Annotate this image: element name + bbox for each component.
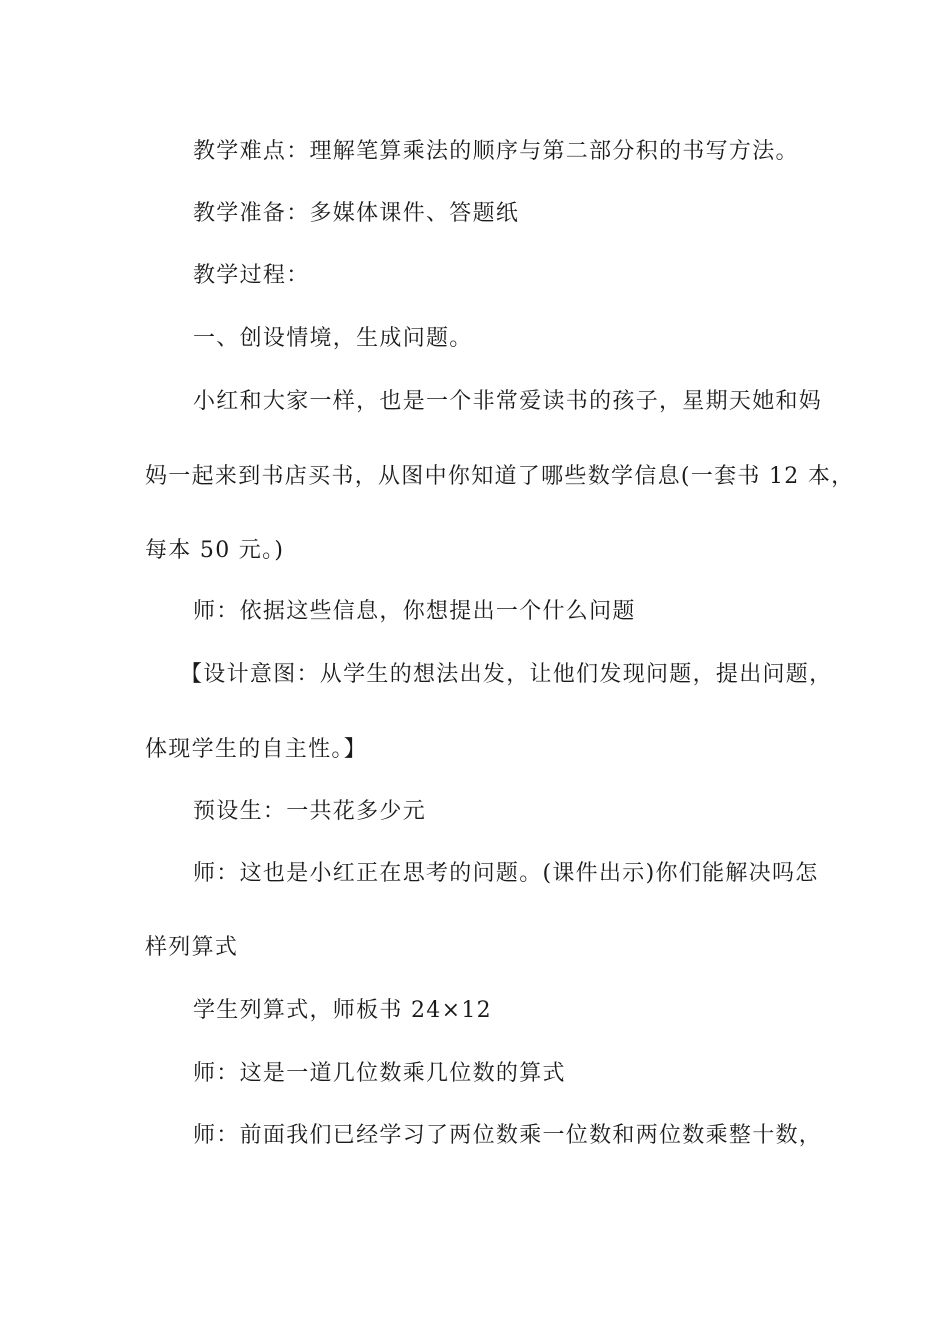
paragraph-line: 学生列算式，师板书 24×12 <box>193 998 492 1023</box>
section-heading-create-situation: 一、创设情境，生成问题。 <box>193 326 473 351</box>
paragraph-line: 每本 50 元。) <box>145 538 285 563</box>
paragraph-line: 师：这也是小红正在思考的问题。(课件出示)你们能解决吗怎 <box>193 861 819 886</box>
design-intent-note-continued: 体现学生的自主性。】 <box>145 737 368 762</box>
paragraph-line: 妈一起来到书店买书，从图中你知道了哪些数学信息(一套书 12 本， <box>145 464 855 489</box>
paragraph-line: 预设生：一共花多少元 <box>193 799 427 824</box>
paragraph-line: 样列算式 <box>145 935 239 960</box>
design-intent-note: 【设计意图：从学生的想法出发，让他们发现问题，提出问题， <box>180 662 833 687</box>
paragraph-line: 师：前面我们已经学习了两位数乘一位数和两位数乘整十数， <box>193 1123 823 1148</box>
paragraph-line: 师：这是一道几位数乘几位数的算式 <box>193 1061 566 1086</box>
paragraph-teaching-process-heading: 教学过程： <box>193 263 310 288</box>
paragraph-teaching-difficulty: 教学难点：理解笔算乘法的顺序与第二部分积的书写方法。 <box>193 139 799 164</box>
paragraph-teaching-preparation: 教学准备：多媒体课件、答题纸 <box>193 201 520 226</box>
paragraph-line: 师：依据这些信息，你想提出一个什么问题 <box>193 599 636 624</box>
paragraph-line: 小红和大家一样，也是一个非常爱读书的孩子，星期天她和妈 <box>193 389 823 414</box>
